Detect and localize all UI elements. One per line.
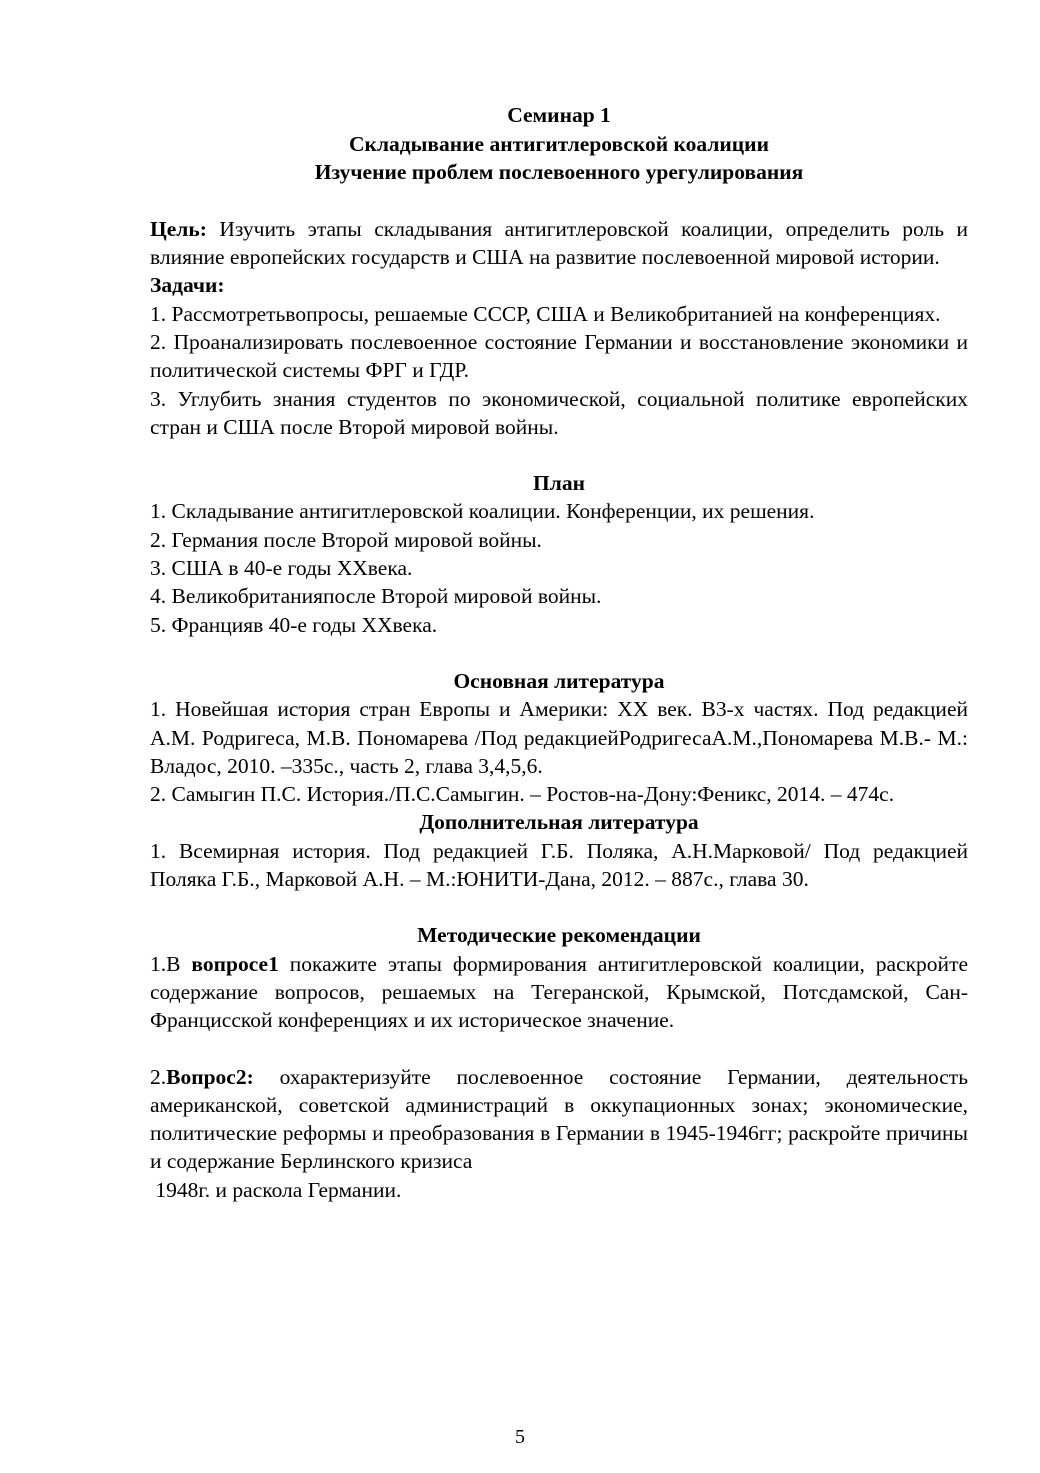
plan-item: 1. Складывание антигитлеровской коалиции. Конференции, их решения. bbox=[150, 499, 815, 524]
tasks-label: Задачи: bbox=[150, 273, 225, 298]
recommendation-1-text: покажите этапы формирования антигитлеровской коалиции, раскройте содержание вопросов, решаемых на Тегеранской, Крымской, Потсдамской, Сан-Францисской конференциях и их историческое значение. bbox=[150, 951, 969, 1033]
main-literature-item: 2. Самыгин П.С. История./П.С.Самыгин. – Ростов-на-Дону:Феникс, 2014. – 474с. bbox=[150, 782, 895, 807]
recommendation-2-bold: Вопрос2: bbox=[166, 1064, 254, 1089]
recommendation-item-2 bbox=[150, 1063, 968, 1176]
extra-literature-item: 1. Всемирная история. Под редакцией Г.Б. Поляка, А.Н.Марковой/ Под редакцией Поляка Г.Б., Марковой А.Н. – М.:ЮНИТИ-Дана, 2012. – 887с., глава 30. bbox=[150, 838, 968, 892]
seminar-number: Семинар 1 bbox=[507, 103, 611, 127]
plan-item: 3. США в 40-е годы XXвека. bbox=[150, 556, 413, 581]
extra-literature-heading: Дополнительная литература bbox=[419, 810, 699, 835]
recommendation-1-prefix: 1.В bbox=[150, 951, 192, 976]
plan-item: 4. Великобританияпосле Второй мировой войны. bbox=[150, 584, 602, 609]
task-item: 1. Рассмотретьвопросы, решаемые СССР, США и Великобританией на конференциях. bbox=[150, 301, 941, 326]
main-literature-item: 1. Новейшая история стран Европы и Америки: XX век. В3-х частях. Под редакцией А.М. Родригеса, М.В. Пономарева /Под редакциейРодригесаА.М.,Пономарева М.В.- М.: Владос, 2010. –335с., часть 2, глава 3,4,5,6. bbox=[150, 697, 968, 778]
seminar-subtitle: Изучение проблем послевоенного урегулирования bbox=[314, 160, 804, 185]
main-literature-heading: Основная литература bbox=[453, 668, 665, 693]
recommendation-item-1 bbox=[150, 950, 968, 1035]
plan-heading: План bbox=[533, 471, 585, 496]
page-number: 5 bbox=[515, 1426, 525, 1448]
task-item: 2. Проанализировать послевоенное состояние Германии и восстановление экономики и политической системы ФРГ и ГДР. bbox=[150, 329, 968, 383]
recommendation-1-bold: вопросе1 bbox=[191, 951, 279, 976]
recommendation-2-prefix: 2. bbox=[150, 1064, 167, 1089]
recommendation-2-text: охарактеризуйте послевоенное состояние Германии, деятельность американской, советской администраций в оккупационных зонах; экономические, политические реформы и преобразования в Германии в 1945-1946гг; раскройте причины и содержание Берлинского кризиса bbox=[150, 1064, 968, 1174]
plan-item: 5. Францияв 40-е годы XXвека. bbox=[150, 612, 438, 637]
goal-paragraph bbox=[150, 215, 968, 272]
seminar-title: Складывание антигитлеровской коалиции bbox=[349, 131, 769, 156]
plan-item: 2. Германия после Второй мировой войны. bbox=[150, 527, 542, 552]
task-item: 3. Углубить знания студентов по экономической, социальной политике европейских стран и США после Второй мировой войны. bbox=[150, 386, 968, 439]
recommendation-2-last-line: 1948г. и раскола Германии. bbox=[150, 1177, 402, 1202]
goal-text: Изучить этапы складывания антигитлеровской коалиции, определить роль и влияние европейских государств и США на развитие послевоенной мировой истории. bbox=[150, 216, 968, 270]
goal-label: Цель: bbox=[150, 216, 207, 241]
title-block bbox=[150, 101, 968, 187]
recommendations-heading: Методические рекомендации bbox=[417, 923, 701, 948]
